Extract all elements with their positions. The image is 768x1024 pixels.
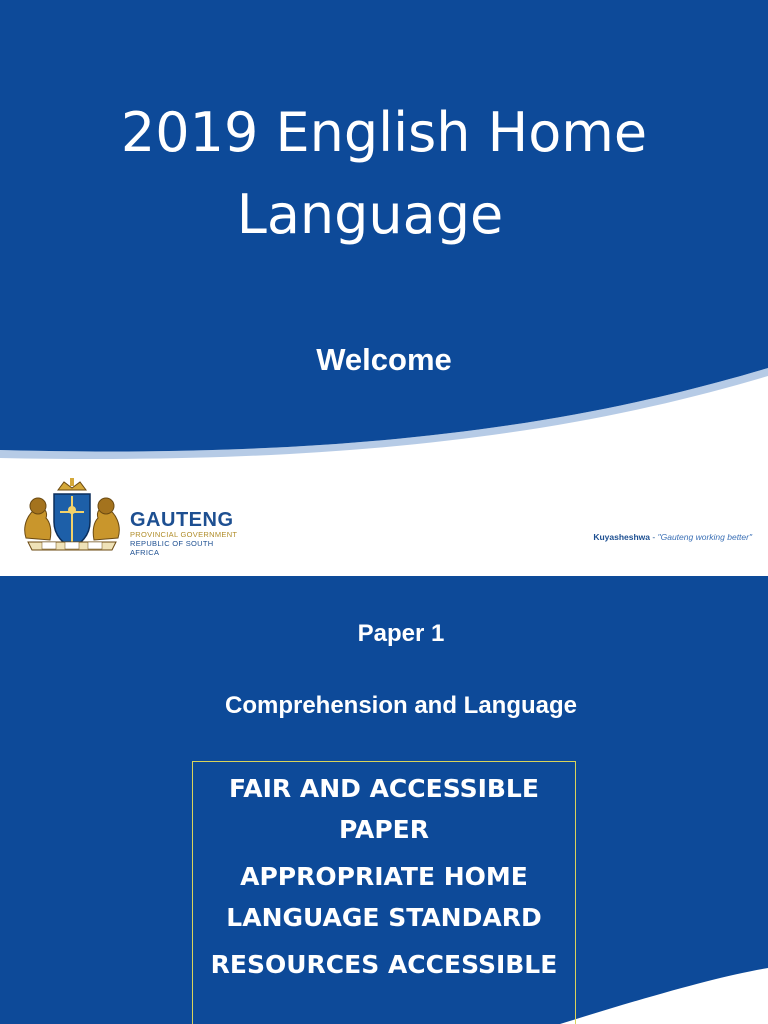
logo-sub-1: PROVINCIAL GOVERNMENT: [130, 530, 238, 539]
slogan-italic: "Gauteng working better": [657, 532, 752, 542]
welcome-text: Welcome: [316, 342, 452, 377]
slogan-separator: -: [650, 532, 658, 542]
slogan-bold: Kuyasheshwa: [593, 532, 651, 542]
content-slide: [0, 576, 768, 1024]
highlight-item: APPROPRIATE HOME LANGUAGE STANDARD: [226, 862, 542, 932]
logo-name: GAUTENG: [130, 509, 234, 531]
highlights-box: [192, 761, 576, 1024]
slide-title-line-1: 2019 English Home: [120, 101, 648, 164]
paper-subtitle: Comprehension and Language: [224, 692, 578, 719]
logo-sub-2: REPUBLIC OF SOUTH AFRICA: [130, 539, 214, 557]
slide-title-line-2: Language: [236, 183, 504, 246]
paper-heading: Paper 1: [357, 620, 445, 647]
slide-title: [0, 92, 768, 256]
highlight-item: FAIR AND ACCESSIBLE PAPER: [229, 774, 539, 844]
slogan: [593, 532, 752, 542]
gauteng-logo: [20, 478, 240, 556]
highlight-item: RESOURCES ACCESSIBLE: [210, 950, 558, 979]
coat-of-arms-icon: [20, 478, 124, 556]
logo-text: [130, 510, 240, 557]
